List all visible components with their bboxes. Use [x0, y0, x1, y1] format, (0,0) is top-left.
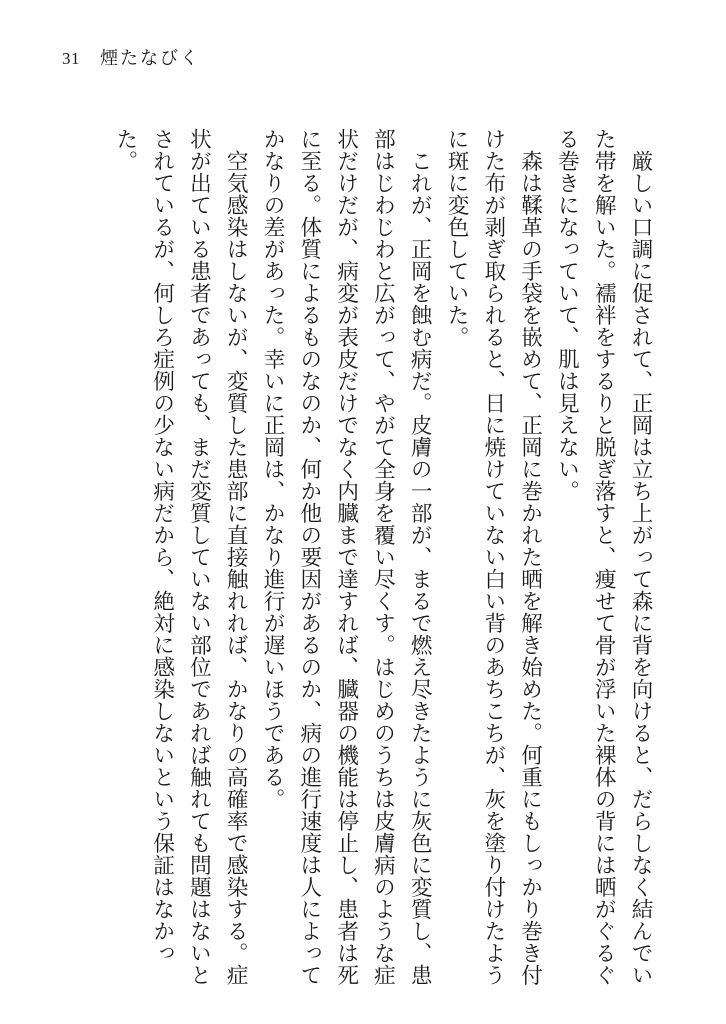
paragraph: 空気感染はしないが、変質した患部に直接触れれば、かなりの高確率で感染する。症状が出ている患者であっても、まだ変質していない部位であれば触れても問題はないとされているが、何しろ症例の少ない病だから、絶対に感染しないという保証はなかった。 — [112, 128, 249, 986]
body-text — [58, 128, 658, 992]
page-number: 31 — [62, 49, 80, 68]
running-title: 煙たなびく — [100, 48, 200, 69]
paragraph: 森は鞣革の手袋を嵌めて、正岡に巻かれた晒を解き始めた。何重にもしっかり巻き付けた布が剥ぎ取られると、日に焼けていない白い背のあちこちが、灰を塗り付けたように斑に変色していた。 — [444, 128, 543, 986]
page-header — [62, 44, 200, 72]
paragraph: 厳しい口調に促されて、正岡は立ち上がって森に背を向けると、だらしなく結んでいた帯を解いた。襦袢をするりと脱ぎ落すと、痩せて骨が浮いた裸体の背には晒がぐるぐる巻きになっていて、肌は見えない。 — [554, 128, 653, 986]
paragraph: これが、正岡を蝕む病だ。皮膚の一部が、まるで燃え尽きたように灰色に変質し、患部はじわじわと広がって、やがて全身を覆い尽くす。はじめのうちは皮膚病のような症状だけだが、病変が表皮だけでなく内臓まで達すれば、臓器の機能は停止し、患者は死に至る。体質によるものなのか、何か他の要因があるのか、病の進行速度は人によってかなりの差があった。幸いに正岡は、かなり進行が遅いほうである。 — [260, 128, 433, 986]
